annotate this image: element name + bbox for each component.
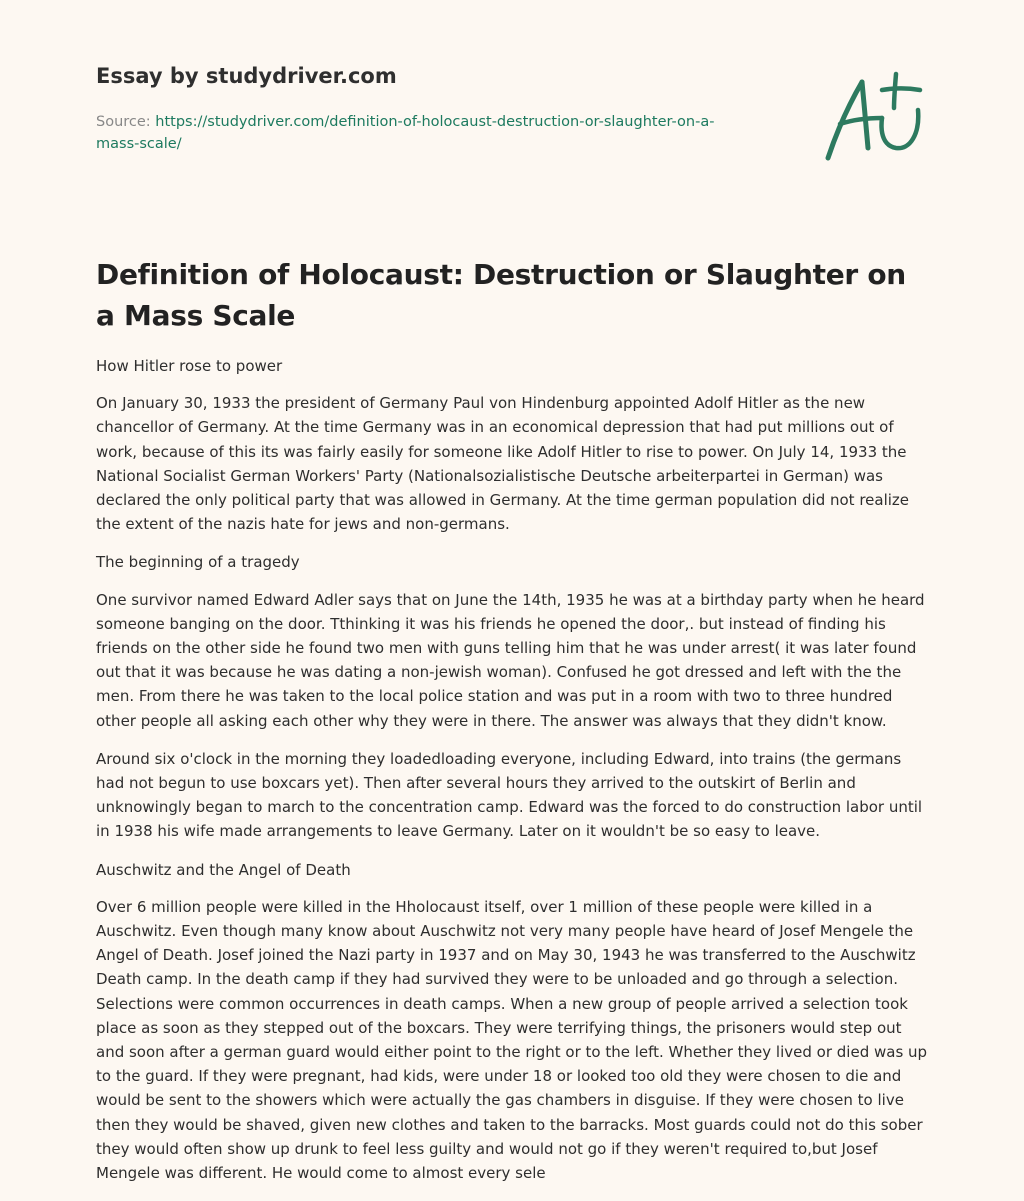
paragraph: One survivor named Edward Adler says that on June the 14th, 1935 he was at a birthday party when he heard someone banging on the door. Tthinking it was his friends he opened the door,. but instead of finding his friends on the other side he found two men with guns telling him that he was under arrest( it was later found out that it was because he was dating a non-jewish woman). Confused he got dressed and left with the the men. From there he was taken to the local police station and was put in a room with two to three hundred other people all asking each other why they were in there. The answer was always that they didn't know. xyxy=(96,590,925,730)
paragraph: On January 30, 1933 the president of Germany Paul von Hindenburg appointed Adolf Hitler as the new chancellor of Germany. At the time Germany was in an economical depression that had put millions out of work, because of this its was fairly easily for someone like Adolf Hitler to rise to power. On July 14, 1933 the National Socialist German Workers' Party (Nationalsozialistische Deutsche arbeiterpartei in German) was declared the only political party that was allowed in Germany. At the time german population did not realize the extent of the nazis hate for jews and non-germans. xyxy=(96,394,910,534)
source-label: Source: xyxy=(96,114,156,130)
essay-title: Definition of Holocaust: Destruction or Slaughter on a Mass Scale xyxy=(96,258,906,332)
page-header xyxy=(96,0,928,200)
paragraph: Around six o'clock in the morning they loadedloading everyone, including Edward, into trains (the germans had not begun to use boxcars yet). Then after several hours they arrived to the outskirt of Berlin and unknowingly began to march to the concentration camp. Edward was the forced to do construction labor until in 1938 his wife made arrangements to leave Germany. Later on it wouldn't be so easy to leave. xyxy=(96,749,923,841)
section-heading: How Hitler rose to power xyxy=(96,357,283,375)
source-link[interactable]: https://studydriver.com/definition-of-holocaust-destruction-or-slaughter-on-a-mass-scale/ xyxy=(96,114,715,152)
section-heading: The beginning of a tragedy xyxy=(96,553,300,572)
paragraph: Over 6 million people were killed in the Hholocaust itself, over 1 million of these people were killed in a Auschwitz. Even though many know about Auschwitz not very many people have heard of Josef Mengele the Angel of Death. Josef joined the Nazi party in 1937 and on May 30, 1943 he was transferred to the Auschwitz Death camp. In the death camp if they had survived they were to be unloaded and go through a selection. Selections were common occurrences in death camps. When a new group of people arrived a selection took place as soon as they stepped out of the boxcars. They were terrifying things, the prisoners would step out and soon after a german guard would either point to the right or to the left. Whether they lived or died was up to the guard. If they were pregnant, had kids, were under 18 or looked too old they were chosen to die and would be sent to the showers which were actually the gas chambers in disguise. If they were chosen to live then they would be shaved, given new clothes and taken to the barracks. Most guards could not do this sober they would often show up drunk to feel less guilty and would not go if they weren't required to,but Josef Mengele was different. He would come to almost every sele xyxy=(96,897,928,1183)
source-line xyxy=(96,111,756,155)
essay-page xyxy=(96,0,928,1183)
a-plus-logo-icon xyxy=(822,68,926,164)
section-heading: Auschwitz and the Angel of Death xyxy=(96,860,351,879)
site-title: Essay by studydriver.com xyxy=(96,64,397,88)
essay-body xyxy=(96,354,932,1199)
